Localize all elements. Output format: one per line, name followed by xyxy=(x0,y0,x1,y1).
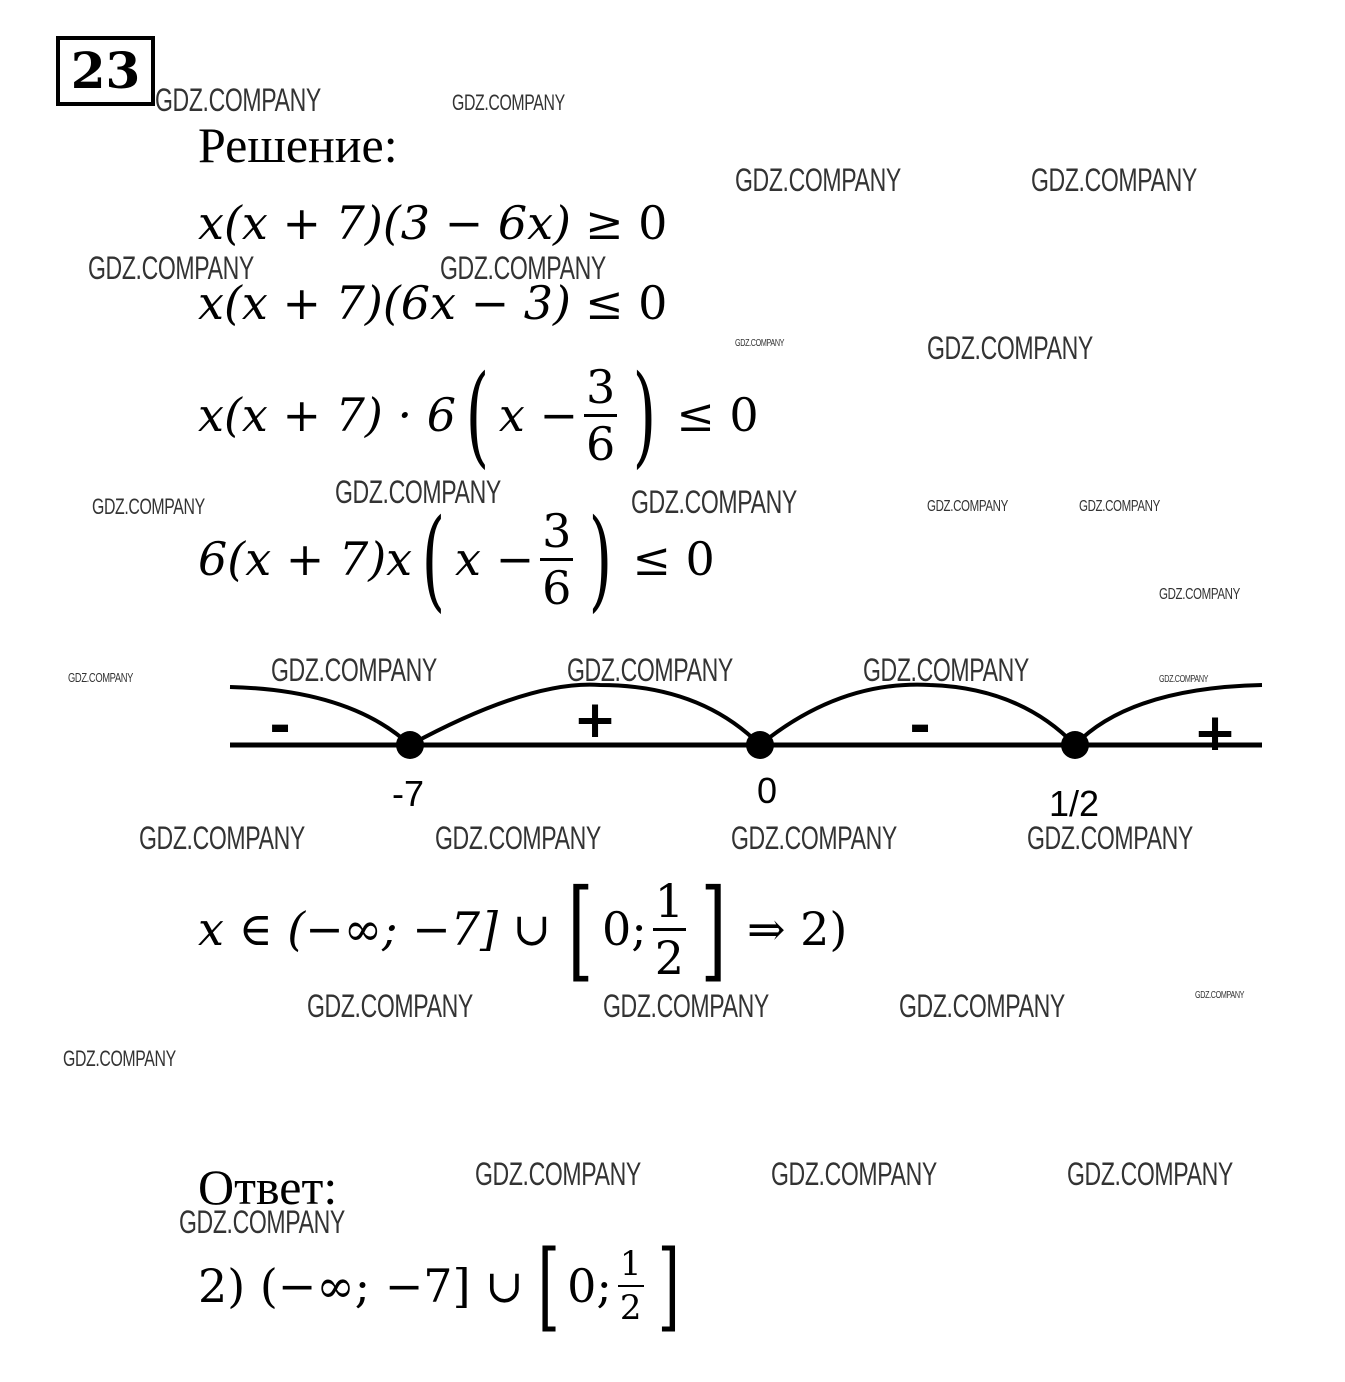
eq4-denominator: 6 xyxy=(542,560,572,615)
sign-interval-4: + xyxy=(1193,703,1237,763)
watermark: GDZ.COMPANY xyxy=(927,498,1008,515)
sign-interval-3: - xyxy=(909,696,931,756)
answer-line xyxy=(198,1230,687,1342)
watermark: GDZ.COMPANY xyxy=(899,988,1065,1024)
eq1-factor-x: x xyxy=(198,196,224,250)
watermark: GDZ.COMPANY xyxy=(1159,674,1209,685)
eq3-numerator: 3 xyxy=(586,359,616,414)
answer-bracket-close: ] xyxy=(657,1230,680,1342)
watermark: GDZ.COMPANY xyxy=(452,90,565,115)
watermark: GDZ.COMPANY xyxy=(1027,820,1193,856)
answer-inner: 0; xyxy=(567,1259,612,1313)
result-fraction xyxy=(653,873,686,985)
watermark: GDZ.COMPANY xyxy=(88,250,254,286)
watermark: GDZ.COMPANY xyxy=(475,1156,641,1192)
arc-interval-1 xyxy=(230,687,410,745)
eq3-denominator: 6 xyxy=(586,416,616,471)
watermark: GDZ.COMPANY xyxy=(68,670,134,685)
result-bracket-close: ] xyxy=(700,865,727,993)
result-tail: ⇒ 2) xyxy=(746,902,848,956)
answer-bracket-open: [ xyxy=(537,1230,560,1342)
sign-interval-1: - xyxy=(269,696,291,756)
watermark: GDZ.COMPANY xyxy=(335,474,501,510)
answer-numerator: 1 xyxy=(619,1244,642,1284)
watermark: GDZ.COMPANY xyxy=(567,652,733,688)
answer-denominator: 2 xyxy=(619,1288,642,1328)
result-numerator: 1 xyxy=(654,873,685,928)
answer-heading: Ответ: xyxy=(198,1159,338,1215)
critical-point-2 xyxy=(746,731,774,759)
eq4-lead: 6(x + 7)x xyxy=(198,532,413,586)
point-label-2: 0 xyxy=(756,770,778,811)
watermark: GDZ.COMPANY xyxy=(155,82,321,118)
eq4-paren-open: ( xyxy=(421,495,446,623)
watermark: GDZ.COMPANY xyxy=(1159,586,1240,603)
critical-point-1 xyxy=(396,731,424,759)
watermark: GDZ.COMPANY xyxy=(1195,990,1245,1001)
watermark: GDZ.COMPANY xyxy=(1067,1156,1233,1192)
eq3-lead: x(x + 7) · 6 xyxy=(198,388,456,442)
watermark: GDZ.COMPANY xyxy=(631,484,797,520)
equation-line-3 xyxy=(198,352,759,478)
solution-heading: Решение: xyxy=(198,117,398,173)
sign-interval-2: + xyxy=(573,690,617,750)
watermark: GDZ.COMPANY xyxy=(63,1046,176,1071)
watermark: GDZ.COMPANY xyxy=(735,338,785,349)
eq3-paren-close: ) xyxy=(632,351,657,479)
eq4-fraction xyxy=(540,503,573,615)
eq1-relation: ≥ 0 xyxy=(585,196,668,250)
result-denominator: 2 xyxy=(654,930,685,985)
watermark: GDZ.COMPANY xyxy=(440,250,606,286)
point-label-3: 1/2 xyxy=(1048,783,1100,824)
eq4-relation: ≤ 0 xyxy=(632,532,715,586)
eq2-factor-2: (x + 7) xyxy=(223,276,383,330)
watermark: GDZ.COMPANY xyxy=(139,820,305,856)
eq3-relation: ≤ 0 xyxy=(676,388,759,442)
eq2-factor-x: x xyxy=(198,276,224,330)
watermark: GDZ.COMPANY xyxy=(927,330,1093,366)
result-line xyxy=(198,866,847,992)
watermark: GDZ.COMPANY xyxy=(271,652,437,688)
eq2-factor-3: (6x − 3) xyxy=(382,276,571,330)
answer-fraction xyxy=(618,1244,644,1328)
watermark: GDZ.COMPANY xyxy=(731,820,897,856)
watermark: GDZ.COMPANY xyxy=(863,652,1029,688)
watermark: GDZ.COMPANY xyxy=(435,820,601,856)
watermark: GDZ.COMPANY xyxy=(179,1204,345,1240)
result-lead: x ∈ (−∞; −7] ∪ xyxy=(198,902,552,956)
result-bracket-open: [ xyxy=(567,865,594,993)
watermark: GDZ.COMPANY xyxy=(1079,498,1160,515)
watermark: GDZ.COMPANY xyxy=(307,988,473,1024)
watermark: GDZ.COMPANY xyxy=(735,162,901,198)
task-number: 23 xyxy=(56,36,155,106)
eq4-paren-close: ) xyxy=(589,495,613,623)
watermark: GDZ.COMPANY xyxy=(1031,162,1197,198)
eq3-fraction xyxy=(584,359,617,471)
critical-point-3 xyxy=(1061,731,1089,759)
eq3-inner: x − xyxy=(498,388,578,442)
point-label-1: -7 xyxy=(391,773,425,814)
watermark: GDZ.COMPANY xyxy=(92,494,205,519)
eq1-factor-3: (3 − 6x) xyxy=(382,196,571,250)
eq4-numerator: 3 xyxy=(542,503,572,558)
eq4-inner: x − xyxy=(455,532,535,586)
watermark: GDZ.COMPANY xyxy=(603,988,769,1024)
answer-lead: 2) (−∞; −7] ∪ xyxy=(198,1259,524,1313)
watermark: GDZ.COMPANY xyxy=(771,1156,937,1192)
equation-line-1 xyxy=(198,196,668,250)
eq1-factor-2: (x + 7) xyxy=(223,196,383,250)
eq2-relation: ≤ 0 xyxy=(585,276,668,330)
result-inner: 0; xyxy=(602,902,647,956)
eq3-paren-open: ( xyxy=(465,351,490,479)
